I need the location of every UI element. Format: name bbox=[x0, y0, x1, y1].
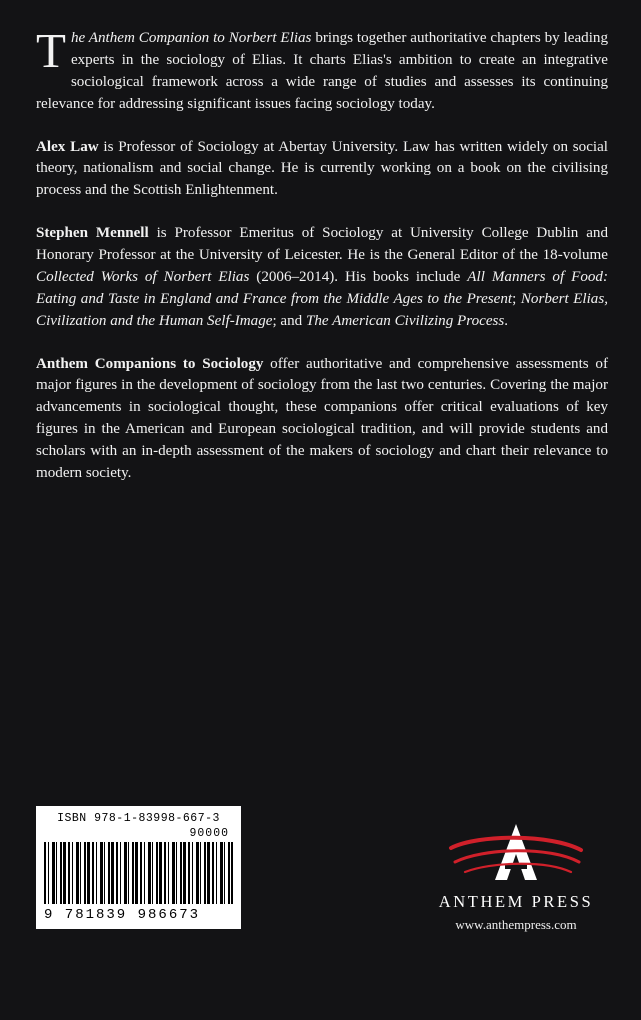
mennell-part-4: ; and bbox=[272, 312, 306, 329]
book-title-italic: he Anthem Companion to Norbert Elias bbox=[70, 30, 312, 46]
mennell-italic-4: The American Civilizing Process bbox=[305, 312, 505, 329]
author-bio-alex-law bbox=[36, 137, 608, 203]
author-bio-text-alex-law: is Professor of Sociology at Abertay University. Law has written widely on social theory, nationalism and social change. He is currently working on a book on the civilising process and the Scottish Enlightenment. bbox=[36, 138, 608, 199]
author-bio-stephen-mennell bbox=[36, 223, 608, 332]
publisher-url[interactable]: www.anthempress.com bbox=[455, 917, 577, 932]
barcode-block bbox=[36, 806, 241, 929]
drop-cap: T bbox=[36, 23, 66, 78]
series-description bbox=[36, 354, 608, 485]
mennell-italic-1: Collected Works of Norbert Elias bbox=[36, 268, 250, 285]
mennell-part-3: ; bbox=[512, 290, 521, 307]
mennell-italic-3: Norbert Elias, Civilization and the Human Self-Image bbox=[36, 290, 608, 329]
mennell-part-1: is Professor Emeritus of Sociology at University College Dublin and Honorary Professor at the University of Leicester. He is the General Editor of the 18-volume bbox=[36, 225, 608, 263]
author-name-alex-law: Alex Law bbox=[36, 138, 99, 155]
book-description-text bbox=[36, 23, 608, 116]
mennell-part-5: . bbox=[504, 312, 509, 329]
publisher-name: ANTHEM PRESS bbox=[438, 892, 594, 911]
blurb-content bbox=[36, 23, 609, 506]
anthem-logo-icon bbox=[421, 818, 611, 890]
price-code: 90000 bbox=[189, 827, 229, 840]
author-name-stephen-mennell: Stephen Mennell bbox=[36, 225, 149, 242]
mennell-italic-2: All Manners of Food: Eating and Taste in England and France from the Middle Ages to the Present bbox=[36, 268, 609, 307]
publisher-logo-area bbox=[421, 818, 611, 933]
mennell-part-2: (2006–2014). His books include bbox=[249, 268, 468, 285]
series-description-text: offer authoritative and comprehensive assessments of major figures in the development of sociology from the last two centuries. Covering the major advancements in sociological thought, these companions offer critical evaluations of key figures in the American and European sociological tradition, and will provide students and scholars with an in-depth assessment of the makers of sociology and chart their relevance to modern society. bbox=[36, 355, 608, 481]
book-description-paragraph bbox=[36, 23, 608, 116]
isbn-text: ISBN 978-1-83998-667-3 bbox=[57, 812, 220, 825]
book-description-rest: brings together authoritative chapters by leading experts in the sociology of Elias. It charts Elias's ambition to create an integrative sociological framework across a wide range of studies and assesses its continuing relevance for addressing significant issues facing sociology today. bbox=[36, 30, 608, 112]
barcode-digits: 9 781839 986673 bbox=[44, 907, 201, 923]
barcode-bars bbox=[44, 842, 233, 904]
series-name: Anthem Companions to Sociology bbox=[36, 355, 264, 372]
